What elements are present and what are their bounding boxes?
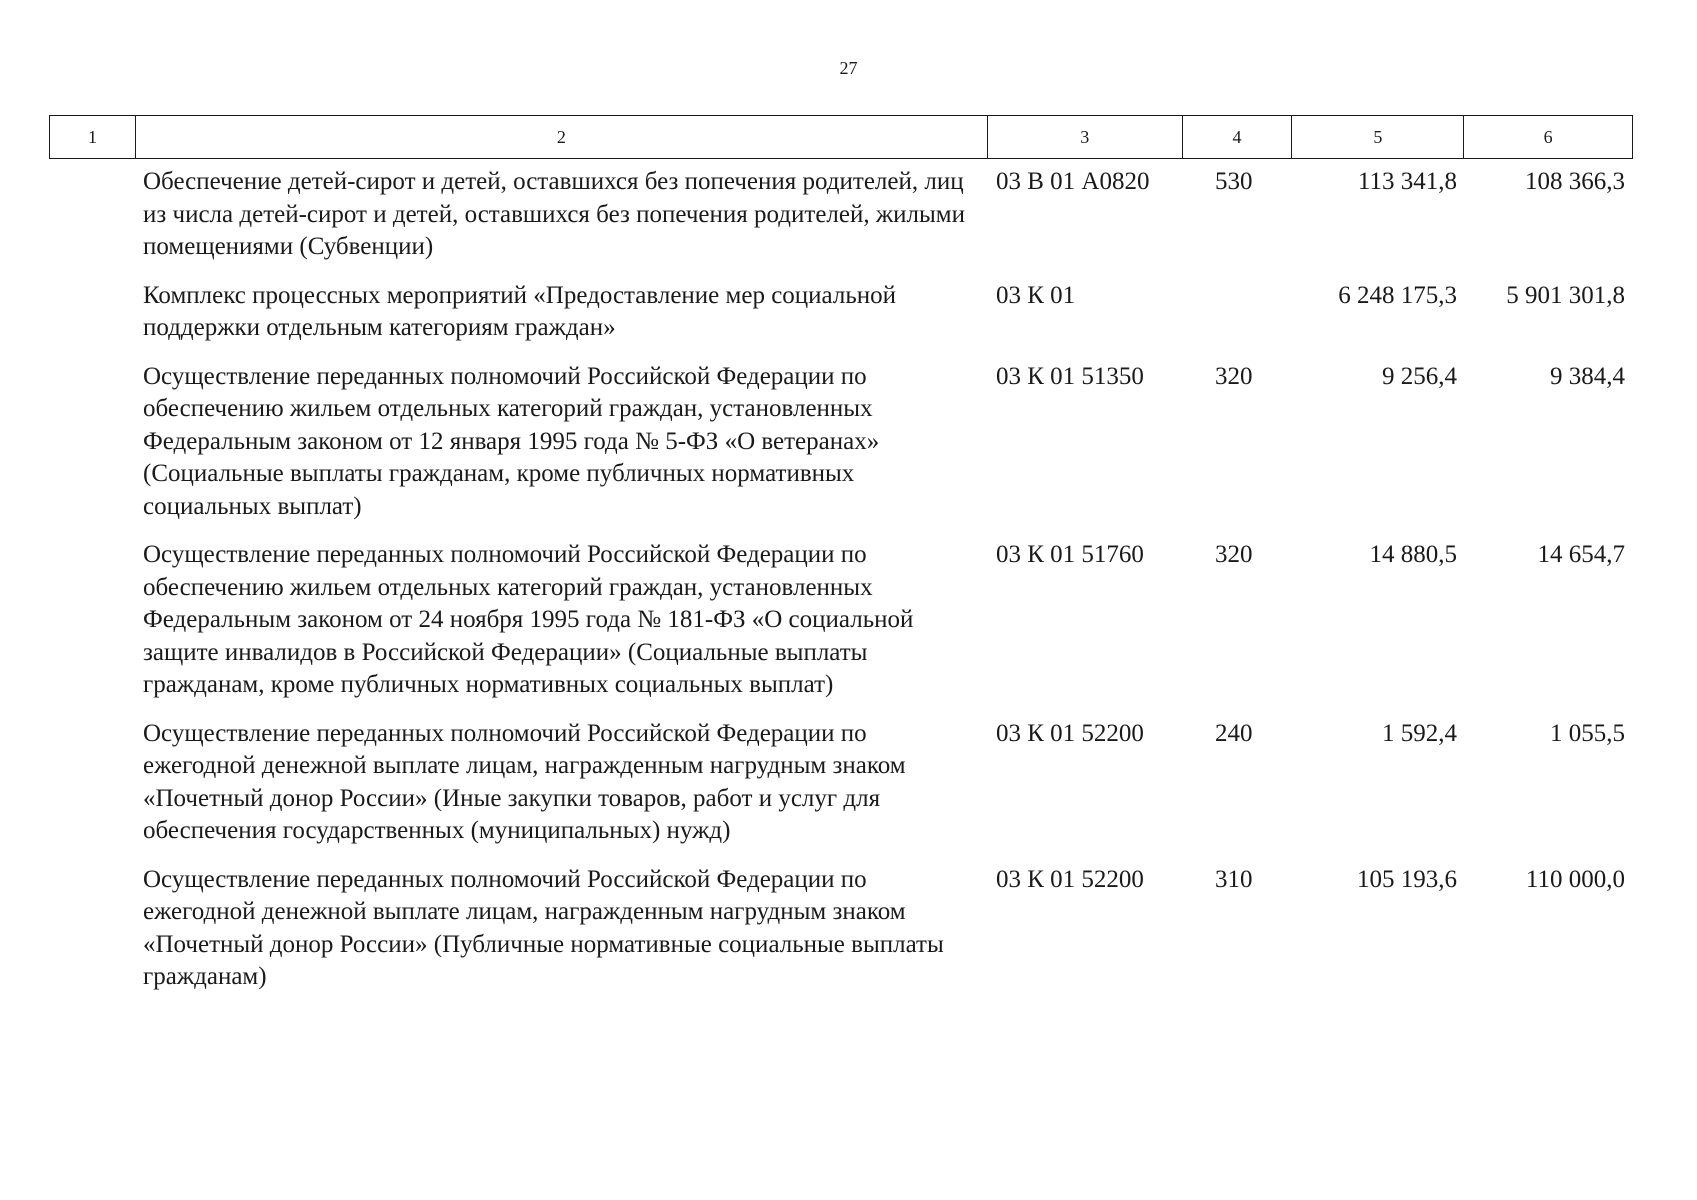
row-expense-type: 320 <box>1215 362 1253 390</box>
row-value-5: 105 193,6 <box>1357 865 1457 893</box>
row-name: Осуществление переданных полномочий Российской Федерации по обеспечению жильем отдельных категорий граждан, установленных Федеральным законом от 12 января 1995 года № 5-ФЗ «О ветеранах» (Социальные выплаты гражданам, кроме публичных нормативных социальных выплат) <box>143 362 880 520</box>
row-expense-type: 310 <box>1215 865 1253 893</box>
table-row <box>49 864 1633 994</box>
row-value-6: 5 901 301,8 <box>1506 281 1625 309</box>
row-expense-type: 240 <box>1215 719 1253 747</box>
table-row <box>49 280 1633 345</box>
column-header-4: 4 <box>1183 116 1293 158</box>
row-code: 03 В 01 А0820 <box>996 168 1150 195</box>
row-number-cell <box>49 166 135 264</box>
row-value-6: 108 366,3 <box>1525 168 1625 195</box>
row-value-5: 6 248 175,3 <box>1338 281 1457 309</box>
table-body <box>49 166 1633 1010</box>
column-header-6: 6 <box>1543 126 1553 147</box>
column-header-3: 3 <box>988 116 1183 158</box>
row-name: Осуществление переданных полномочий Российской Федерации по ежегодной денежной выплате лицам, награжденным нагрудным знаком «Почетный донор России» (Публичные нормативные социальные выплаты гражданам) <box>143 865 944 990</box>
row-expense-type <box>1183 280 1293 345</box>
row-value-6: 110 000,0 <box>1525 865 1625 893</box>
column-header-5: 5 <box>1292 116 1464 158</box>
row-value-6: 1 055,5 <box>1550 719 1625 747</box>
table-header <box>49 115 1633 159</box>
row-expense-type: 530 <box>1215 168 1253 195</box>
row-value-6: 9 384,4 <box>1550 362 1625 390</box>
row-value-5: 1 592,4 <box>1382 719 1457 747</box>
row-name: Осуществление переданных полномочий Российской Федерации по ежегодной денежной выплате лицам, награжденным нагрудным знаком «Почетный донор России» (Иные закупки товаров, работ и услуг для обеспечения государственных (муниципальных) нужд) <box>143 719 906 844</box>
table-row <box>49 718 1633 848</box>
row-expense-type: 320 <box>1215 541 1253 568</box>
column-header-2: 2 <box>136 116 988 158</box>
row-value-5: 113 341,8 <box>1357 168 1457 195</box>
row-code: 03 К 01 52200 <box>996 865 1144 893</box>
row-number-cell <box>49 718 135 848</box>
table-row <box>49 166 1633 264</box>
row-number-cell <box>49 864 135 994</box>
row-name: Осуществление переданных полномочий Российской Федерации по обеспечению жильем отдельных категорий граждан, установленных Федеральным законом от 24 ноября 1995 года № 181-ФЗ «О социальной защите инвалидов в Российской Федерации» (Социальные выплаты гражданам, кроме публичных нормативных социальных выплат) <box>143 541 914 698</box>
row-name: Комплекс процессных мероприятий «Предоставление мер социальной поддержки отдельным категориям граждан» <box>143 281 897 341</box>
row-number-cell <box>49 361 135 524</box>
column-header-1: 1 <box>50 116 136 158</box>
row-name: Обеспечение детей-сирот и детей, оставшихся без попечения родителей, лиц из числа детей-сирот и детей, оставшихся без попечения родителей, жилыми помещениями (Субвенции) <box>143 168 965 260</box>
table-row <box>49 361 1633 524</box>
row-value-6: 14 654,7 <box>1537 541 1625 568</box>
page-number: 27 <box>839 58 858 78</box>
row-value-5: 14 880,5 <box>1369 541 1457 568</box>
row-code: 03 К 01 <box>996 281 1076 309</box>
row-number-cell <box>49 539 135 702</box>
row-code: 03 К 01 52200 <box>996 719 1144 747</box>
row-value-5: 9 256,4 <box>1382 362 1457 390</box>
row-number-cell <box>49 280 135 345</box>
row-code: 03 К 01 51350 <box>996 362 1144 390</box>
row-code: 03 К 01 51760 <box>996 541 1144 568</box>
table-row <box>49 539 1633 702</box>
